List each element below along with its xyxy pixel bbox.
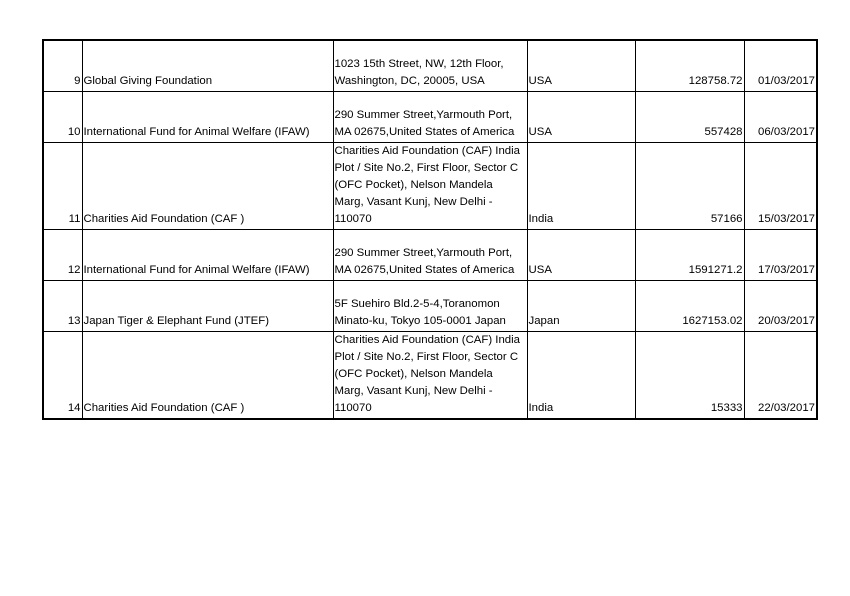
donation-amount: 128758.72 xyxy=(635,40,744,91)
donor-address xyxy=(333,142,527,229)
serial-number: 9 xyxy=(43,40,82,91)
address-line: 290 Summer Street,Yarmouth Port, xyxy=(334,246,513,259)
address-line: 5F Suehiro Bld.2-5-4,Toranomon xyxy=(334,297,500,310)
address-line: Washington, DC, 20005, USA xyxy=(334,74,485,87)
serial-number: 12 xyxy=(43,229,82,280)
address-line: MA 02675,United States of America xyxy=(334,263,515,276)
table-row xyxy=(43,40,817,91)
address-line: Plot / Site No.2, First Floor, Sector C xyxy=(334,350,519,363)
donor-country: USA xyxy=(527,229,635,280)
address-line: 290 Summer Street,Yarmouth Port, xyxy=(334,108,513,121)
address-line: Plot / Site No.2, First Floor, Sector C xyxy=(334,161,519,174)
donor-country: India xyxy=(527,331,635,419)
donation-amount: 557428 xyxy=(635,91,744,142)
serial-number: 10 xyxy=(43,91,82,142)
serial-number: 14 xyxy=(43,331,82,419)
table-row xyxy=(43,229,817,280)
donor-name: International Fund for Animal Welfare (IFAW) xyxy=(82,229,333,280)
serial-number: 13 xyxy=(43,280,82,331)
address-line: Minato-ku, Tokyo 105-0001 Japan xyxy=(334,314,506,327)
donation-date: 15/03/2017 xyxy=(744,142,817,229)
donor-address xyxy=(333,280,527,331)
donor-name: Charities Aid Foundation (CAF ) xyxy=(82,331,333,419)
donation-date: 06/03/2017 xyxy=(744,91,817,142)
donor-country: Japan xyxy=(527,280,635,331)
serial-number: 11 xyxy=(43,142,82,229)
donation-date: 20/03/2017 xyxy=(744,280,817,331)
address-line: (OFC Pocket), Nelson Mandela xyxy=(334,367,493,380)
donor-address xyxy=(333,91,527,142)
table-row xyxy=(43,91,817,142)
address-line: Marg, Vasant Kunj, New Delhi - xyxy=(334,195,493,208)
address-line: Charities Aid Foundation (CAF) India xyxy=(334,333,521,346)
donor-address xyxy=(333,331,527,419)
donation-amount: 1627153.02 xyxy=(635,280,744,331)
donor-address xyxy=(333,40,527,91)
table-body xyxy=(43,40,817,419)
address-line: 1023 15th Street, NW, 12th Floor, xyxy=(334,57,504,70)
address-line: 110070 xyxy=(334,212,372,225)
donor-name: Charities Aid Foundation (CAF ) xyxy=(82,142,333,229)
donor-country: India xyxy=(527,142,635,229)
donation-date: 01/03/2017 xyxy=(744,40,817,91)
address-line: (OFC Pocket), Nelson Mandela xyxy=(334,178,493,191)
donor-address xyxy=(333,229,527,280)
donor-name: International Fund for Animal Welfare (IFAW) xyxy=(82,91,333,142)
donation-date: 22/03/2017 xyxy=(744,331,817,419)
donor-name: Global Giving Foundation xyxy=(82,40,333,91)
address-line: Marg, Vasant Kunj, New Delhi - xyxy=(334,384,493,397)
donation-amount: 15333 xyxy=(635,331,744,419)
donor-name: Japan Tiger & Elephant Fund (JTEF) xyxy=(82,280,333,331)
donation-date: 17/03/2017 xyxy=(744,229,817,280)
address-line: MA 02675,United States of America xyxy=(334,125,515,138)
table-row xyxy=(43,331,817,419)
donor-country: USA xyxy=(527,91,635,142)
donor-country: USA xyxy=(527,40,635,91)
donations-table xyxy=(42,39,818,420)
donation-amount: 1591271.2 xyxy=(635,229,744,280)
table-row xyxy=(43,142,817,229)
table-row xyxy=(43,280,817,331)
address-line: 110070 xyxy=(334,401,372,414)
donation-amount: 57166 xyxy=(635,142,744,229)
address-line: Charities Aid Foundation (CAF) India xyxy=(334,144,521,157)
